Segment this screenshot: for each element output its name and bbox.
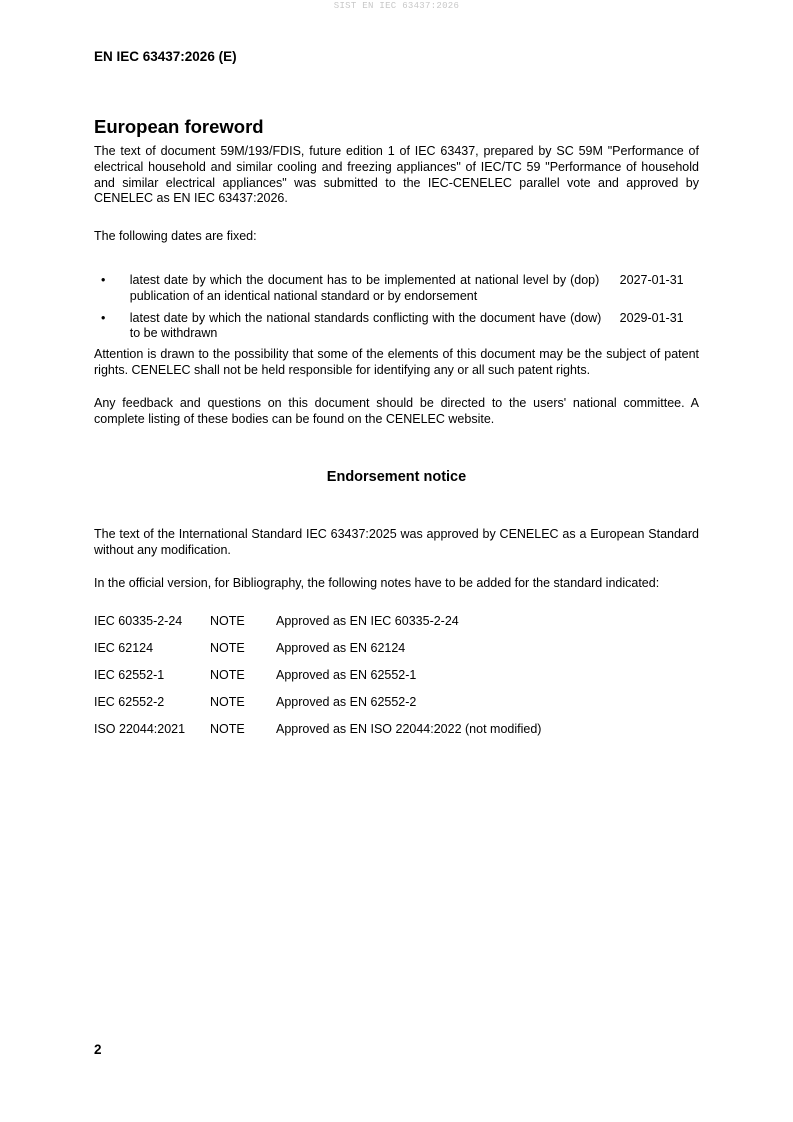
- note-ref: IEC 62124: [94, 641, 154, 655]
- foreword-title: European foreword: [94, 116, 264, 137]
- note-row: [94, 721, 676, 748]
- note-row: [94, 667, 676, 694]
- page-number: 2: [94, 1042, 102, 1057]
- document-header: EN IEC 63437:2026 (E): [94, 49, 237, 64]
- note-ref: IEC 62552-1: [94, 668, 165, 682]
- date-item-code: (dop): [570, 273, 600, 287]
- note-text: Approved as EN IEC 60335-2-24: [276, 614, 459, 628]
- note-label: NOTE: [210, 614, 245, 628]
- note-text: Approved as EN ISO 22044:2022 (not modified): [276, 722, 542, 736]
- note-ref: ISO 22044:2021: [94, 722, 186, 736]
- note-label: NOTE: [210, 695, 245, 709]
- note-row: [94, 613, 676, 640]
- note-text: Approved as EN 62552-2: [276, 695, 417, 709]
- date-item-date: 2029-01-31: [619, 310, 684, 325]
- watermark: SIST EN IEC 63437:2026: [333, 1, 460, 11]
- note-label: NOTE: [210, 668, 245, 682]
- date-item-dop: [94, 273, 699, 305]
- foreword-intro-paragraph: The text of document 59M/193/FDIS, future edition 1 of IEC 63437, prepared by SC 59M "Performance of electrical household and similar cooling and freezing appliances" of IEC/TC 59 "Performance of household and similar electrical appliances" was submitted to the IEC-CENELEC parallel vote and approved by CENELEC as EN IEC 63437:2026.: [94, 144, 699, 206]
- dates-list: [94, 273, 699, 348]
- bullet-icon: •: [101, 273, 106, 287]
- feedback-paragraph: Any feedback and questions on this document should be directed to the users' national committee. A complete listing of these bodies can be found on the CENELEC website.: [94, 396, 699, 426]
- endorsement-title: Endorsement notice: [326, 469, 467, 485]
- bullet-icon: •: [101, 310, 106, 325]
- patent-paragraph: Attention is drawn to the possibility that some of the elements of this document may be the subject of patent rights. CENELEC shall not be held responsible for identifying any or all such patent rights.: [94, 347, 699, 377]
- note-row: [94, 640, 676, 667]
- date-item-text: latest date by which the national standards conflicting with the document have to be withdrawn: [129, 310, 567, 341]
- dates-intro-paragraph: The following dates are fixed:: [94, 229, 257, 243]
- note-ref: IEC 62552-2: [94, 695, 165, 709]
- note-text: Approved as EN 62124: [276, 641, 406, 655]
- note-label: NOTE: [210, 722, 245, 736]
- date-item-code: (dow): [570, 310, 602, 325]
- note-ref: IEC 60335-2-24: [94, 614, 183, 628]
- endorsement-approval-paragraph: The text of the International Standard IEC 63437:2025 was approved by CENELEC as a European Standard without any modification.: [94, 527, 699, 557]
- date-item-date: 2027-01-31: [619, 273, 684, 287]
- note-text: Approved as EN 62552-1: [276, 668, 417, 682]
- date-item-text: latest date by which the document has to be implemented at national level by publication of an identical national standard or by endorsement: [129, 273, 567, 303]
- date-item-dow: [94, 311, 699, 343]
- bibliography-notes: [94, 613, 676, 748]
- note-row: [94, 694, 676, 721]
- note-label: NOTE: [210, 641, 245, 655]
- bibliography-intro-paragraph: In the official version, for Bibliography, the following notes have to be added for the standard indicated:: [94, 576, 660, 590]
